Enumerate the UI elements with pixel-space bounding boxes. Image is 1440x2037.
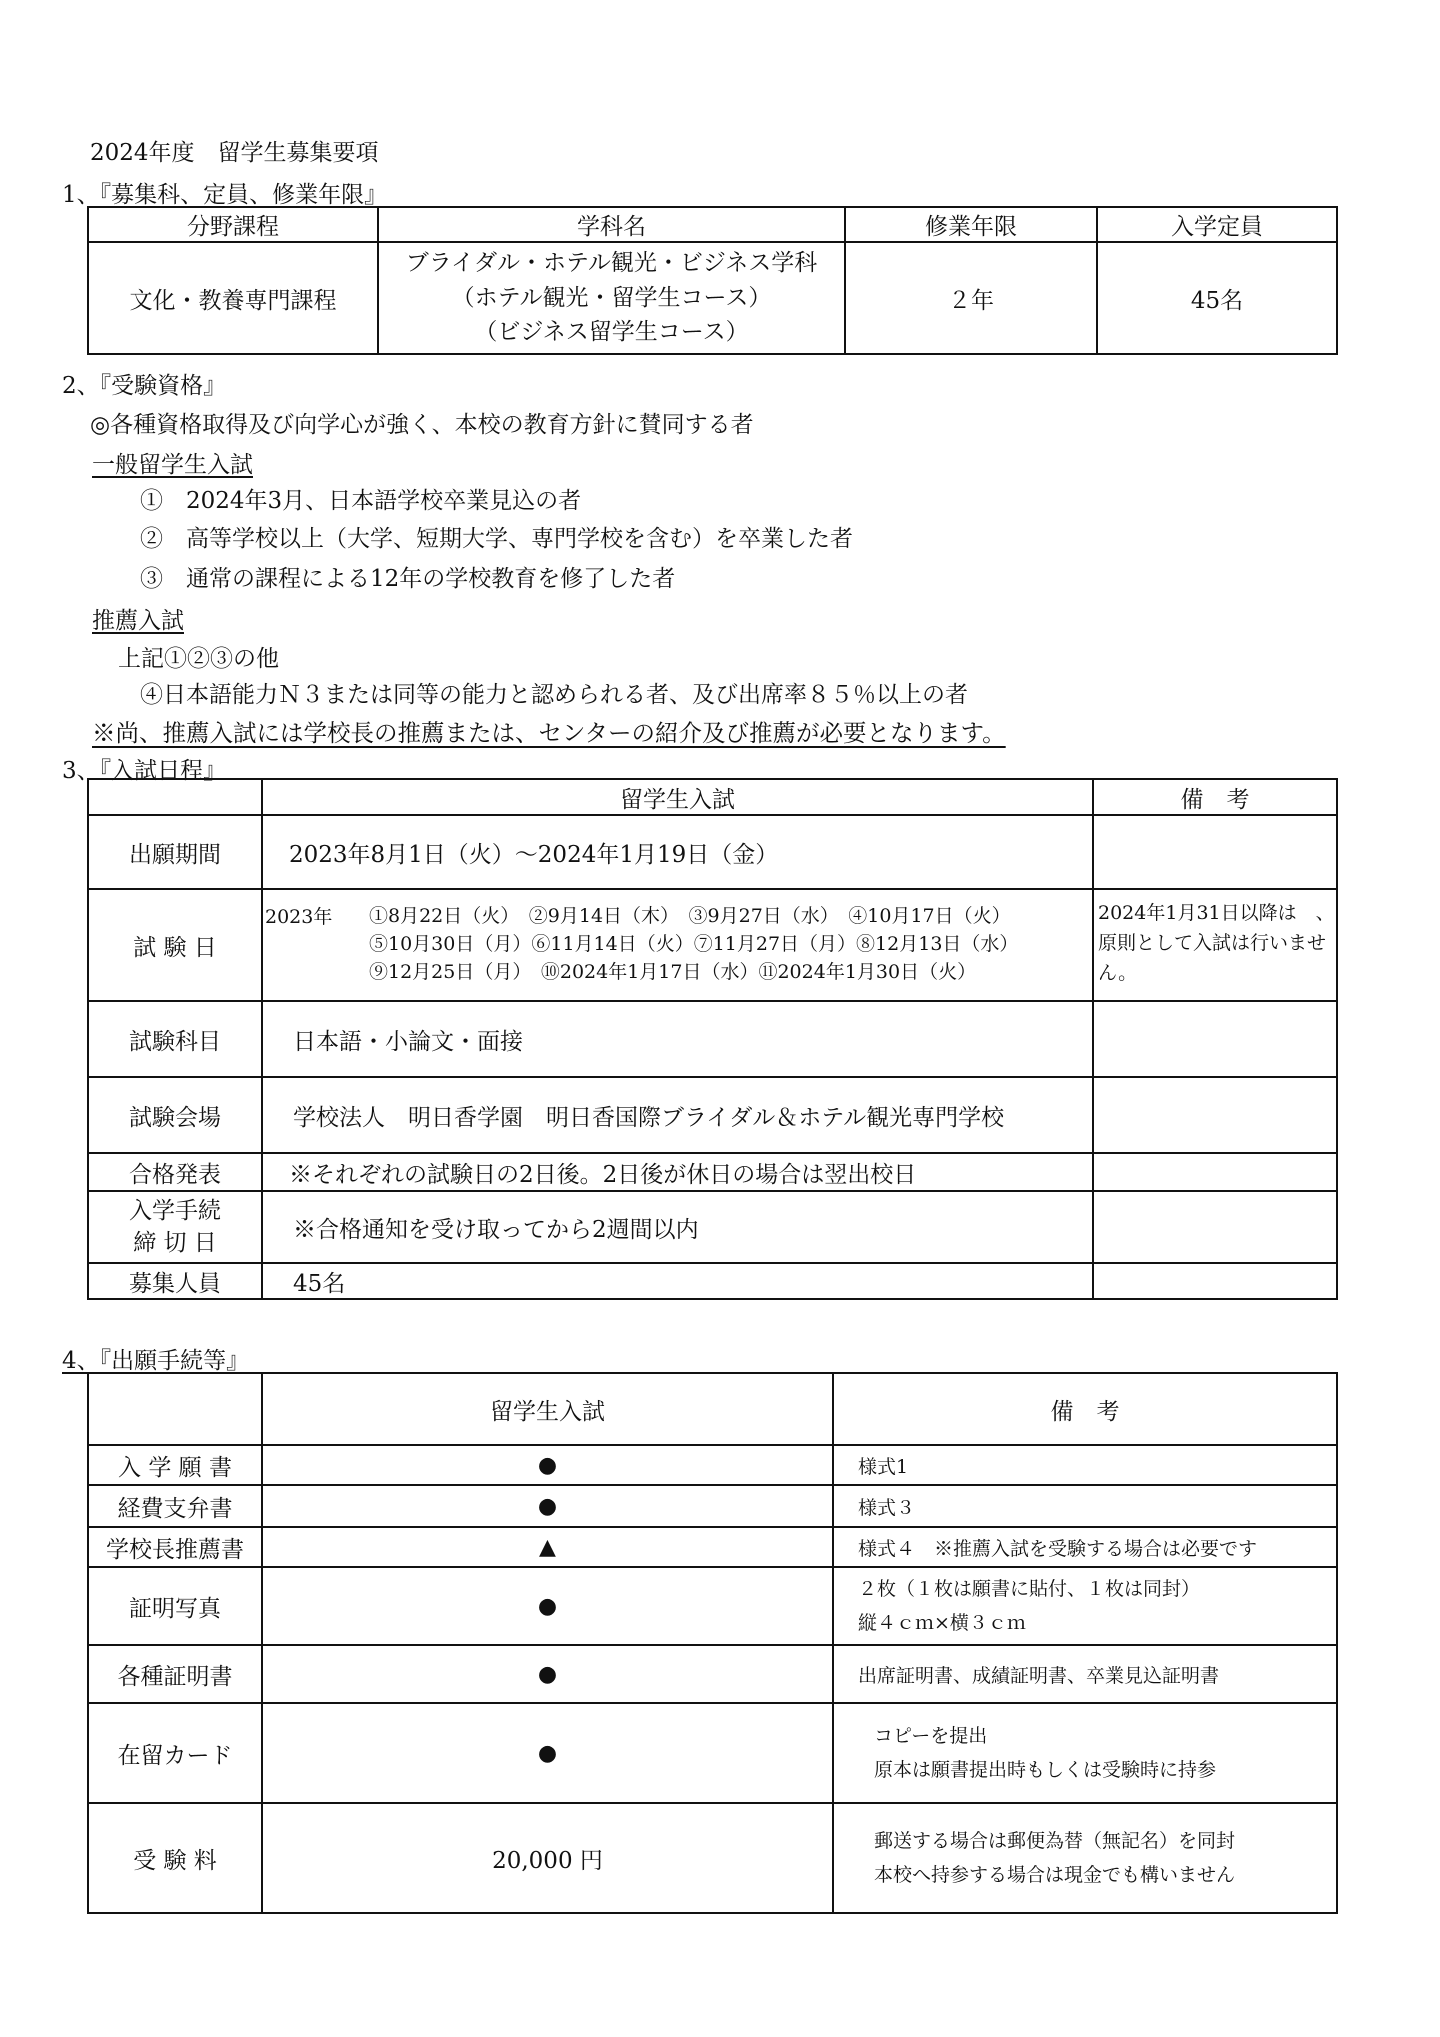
doc-mark: ● xyxy=(262,1445,833,1485)
doc-remark: 様式1 xyxy=(833,1445,1337,1485)
recruit-remark xyxy=(1093,1263,1337,1299)
course-name: 文化・教養専門課程 xyxy=(88,242,378,354)
section3-heading: 3、『入試日程』 xyxy=(62,758,227,784)
subjects-remark xyxy=(1093,1001,1337,1077)
header-years: 修業年限 xyxy=(845,207,1097,242)
doc-mark: ▲ xyxy=(262,1527,833,1567)
general-item-2: ② 高等学校以上（大学、短期大学、専門学校を含む）を卒業した者 xyxy=(140,526,853,552)
application-table xyxy=(87,1372,1338,1914)
header-dept: 学科名 xyxy=(378,207,845,242)
procedure-deadline-value: ※合格通知を受け取ってから2週間以内 xyxy=(262,1191,1093,1263)
doc-remark: 原本は願書提出時もしくは受験時に持参 xyxy=(874,1759,1217,1781)
doc-remark: 本校へ持参する場合は現金でも構いません xyxy=(874,1864,1236,1886)
period-value: 2023年8月1日（火）～2024年1月19日（金） xyxy=(262,815,1093,889)
section2-heading: 2、『受験資格』 xyxy=(62,373,227,399)
application-header-main: 留学生入試 xyxy=(262,1373,833,1445)
recommend-line-2: ④日本語能力Ｎ３または同等の能力と認められる者、及び出席率８５％以上の者 xyxy=(140,682,968,708)
subjects-label: 試験科目 xyxy=(88,1001,262,1077)
doc-remark-cell xyxy=(833,1567,1337,1645)
exam-date-label: 試 験 日 xyxy=(88,889,262,1001)
doc-remark: 縦４ｃｍ×横３ｃｍ xyxy=(858,1612,1026,1634)
recommend-line-1: 上記①②③の他 xyxy=(118,646,279,672)
result-value: ※それぞれの試験日の2日後。2日後が休日の場合は翌出校日 xyxy=(262,1153,1093,1191)
study-years: ２年 xyxy=(845,242,1097,354)
eligibility-intro: ◎各種資格取得及び向学心が強く、本校の教育方針に賛同する者 xyxy=(90,412,754,438)
general-exam-title: 一般留学生入試 xyxy=(92,452,253,478)
recommend-note: ※尚、推薦入試には学校長の推薦または、センターの紹介及び推薦が必要となります。 xyxy=(92,719,1006,747)
application-header-remark: 備 考 xyxy=(833,1373,1337,1445)
schedule-header-remark: 備 考 xyxy=(1093,779,1337,815)
doc-remark: コピーを提出 xyxy=(874,1725,988,1747)
doc-remark: 様式４ ※推薦入試を受験する場合は必要です xyxy=(833,1527,1337,1567)
dept-course-business: （ビジネス留学生コース） xyxy=(474,319,749,346)
schedule-header-main: 留学生入試 xyxy=(262,779,1093,815)
general-item-3: ③ 通常の課程による12年の学校教育を修了した者 xyxy=(140,566,676,592)
venue-label: 試験会場 xyxy=(88,1077,262,1153)
exam-date-lines xyxy=(369,902,1018,986)
procedure-label-line2: 締 切 日 xyxy=(133,1230,217,1256)
capacity-value: 45名 xyxy=(1097,242,1337,354)
doc-mark: ● xyxy=(262,1703,833,1803)
result-label: 合格発表 xyxy=(88,1153,262,1191)
recruit-value: 45名 xyxy=(262,1263,1093,1299)
exam-remark: 2024年1月31日以降は 、原則として入試は行いません。 xyxy=(1093,889,1337,1001)
doc-remark-cell xyxy=(833,1703,1337,1803)
procedure-label-line1: 入学手続 xyxy=(129,1198,221,1224)
exam-date-line: ①8月22日（火） ②9月14日（木） ③9月27日（水） ④10月17日（火） xyxy=(369,905,1011,927)
doc-label: 各種証明書 xyxy=(88,1645,262,1703)
dept-cell xyxy=(378,242,845,354)
recruit-label: 募集人員 xyxy=(88,1263,262,1299)
period-remark xyxy=(1093,815,1337,889)
dept-name: ブライダル・ホテル観光・ビジネス学科 xyxy=(405,250,818,277)
recommend-exam-title: 推薦入試 xyxy=(92,608,184,634)
capacity-table xyxy=(87,206,1338,355)
general-item-1: ① 2024年3月、日本語学校卒業見込の者 xyxy=(140,488,582,514)
result-remark xyxy=(1093,1153,1337,1191)
schedule-table xyxy=(87,778,1338,1300)
procedure-remark xyxy=(1093,1191,1337,1263)
doc-mark: ● xyxy=(262,1567,833,1645)
doc-label: 受 験 料 xyxy=(88,1803,262,1913)
schedule-corner xyxy=(88,779,262,815)
doc-mark: ● xyxy=(262,1485,833,1527)
exam-fee: 20,000 円 xyxy=(262,1803,833,1913)
venue-remark xyxy=(1093,1077,1337,1153)
exam-date-line: ⑤10月30日（月）⑥11月14日（火）⑦11月27日（月）⑧12月13日（水） xyxy=(369,933,1019,955)
period-label: 出願期間 xyxy=(88,815,262,889)
exam-dates-cell xyxy=(262,889,1093,1001)
doc-mark: ● xyxy=(262,1645,833,1703)
doc-label: 経費支弁書 xyxy=(88,1485,262,1527)
doc-label: 証明写真 xyxy=(88,1567,262,1645)
exam-date-line: ⑨12月25日（月） ⑩2024年1月17日（水）⑪2024年1月30日（火） xyxy=(369,961,977,983)
header-capacity: 入学定員 xyxy=(1097,207,1337,242)
subjects-value: 日本語・小論文・面接 xyxy=(262,1001,1093,1077)
section4-heading: 4、『出願手続等』 xyxy=(62,1348,250,1374)
section1-heading: 1、『募集科、定員、修業年限』 xyxy=(62,182,388,208)
dept-course-hotel: （ホテル観光・留学生コース） xyxy=(451,284,772,311)
doc-label: 在留カード xyxy=(88,1703,262,1803)
doc-label: 入 学 願 書 xyxy=(88,1445,262,1485)
doc-remark: 出席証明書、成績証明書、卒業見込証明書 xyxy=(833,1645,1337,1703)
procedure-deadline-label xyxy=(88,1191,262,1263)
page-title: 2024年度 留学生募集要項 xyxy=(90,140,379,166)
doc-remark: 様式３ xyxy=(833,1485,1337,1527)
venue-value: 学校法人 明日香学園 明日香国際ブライダル＆ホテル観光専門学校 xyxy=(262,1077,1093,1153)
doc-remark-cell xyxy=(833,1803,1337,1913)
doc-remark: ２枚（１枚は願書に貼付、１枚は同封） xyxy=(858,1578,1201,1600)
header-course: 分野課程 xyxy=(88,207,378,242)
doc-remark: 郵送する場合は郵便為替（無記名）を同封 xyxy=(874,1830,1236,1852)
doc-label: 学校長推薦書 xyxy=(88,1527,262,1567)
exam-year: 2023年 xyxy=(265,906,333,928)
application-corner xyxy=(88,1373,262,1445)
